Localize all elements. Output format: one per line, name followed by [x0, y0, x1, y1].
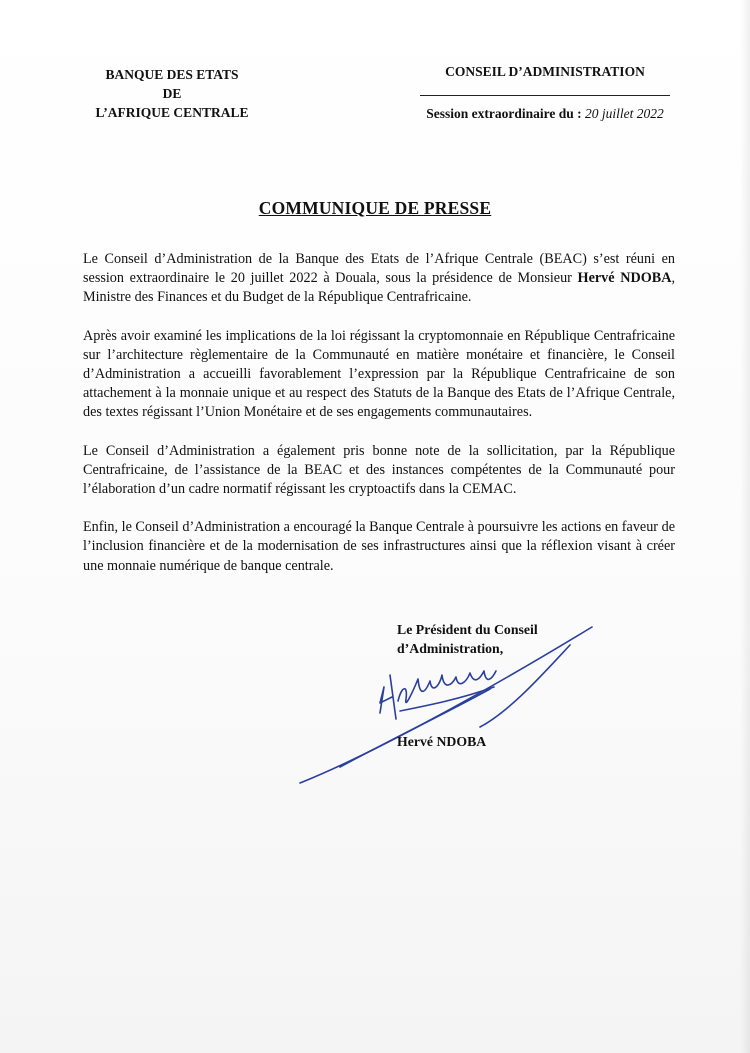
press-release-body — [83, 250, 675, 595]
signature-stroke-swash-long — [300, 627, 592, 783]
signature-stroke-underline — [400, 687, 494, 711]
paragraph-1 — [83, 250, 675, 308]
session-date: 20 juillet 2022 — [585, 106, 664, 121]
signatory-title-line-2: d’Administration, — [397, 641, 504, 656]
paragraph-2: Après avoir examiné les implications de la loi régissant la cryptomonnaie en République Centrafricaine sur l’architecture règlementaire de la Communauté en matière monétaire et financière, le Conseil d’Administration a accueilli favorablement l’expression par la République Centrafricaine de son attachement à la monnaie unique et au respect des Statuts de la Banque des Etats de l’Afrique Centrale, des textes régissant l’Union Monétaire et de ses engagements communautaires. — [83, 327, 675, 421]
bank-name-line-2: DE — [162, 86, 182, 101]
header-divider — [420, 95, 670, 96]
signature-stroke-swash-short — [340, 689, 490, 767]
signature-stroke-tail — [480, 645, 570, 727]
paragraph-1-text-a: Le Conseil d’Administration de la Banque des Etats de l’Afrique Centrale (BEAC) s’est réuni en session extraordinaire le 20 juillet 2022 à Douala, sous la présidence de Monsieur — [83, 251, 675, 287]
council-title: CONSEIL D’ADMINISTRATION — [445, 64, 645, 79]
council-header — [400, 62, 690, 123]
paragraph-1-text-b: , Ministre des Finances et du Budget de la République Centrafricaine. — [83, 270, 675, 306]
paragraph-3: Le Conseil d’Administration a également pris bonne note de la sollicitation, par la République Centrafricaine, de l’assistance de la BEAC et des instances compétentes de la Communauté pour l’élaboration d’un cadre normatif régissant les cryptoactifs dans la CEMAC. — [83, 442, 675, 498]
president-name-inline: Hervé NDOBA — [577, 270, 672, 287]
page-edge-shadow — [740, 0, 750, 1053]
session-line — [400, 104, 690, 123]
paragraph-4: Enfin, le Conseil d’Administration a encouragé la Banque Centrale à poursuivre les actions en faveur de l’inclusion financière et de la modernisation de ses infrastructures ainsi que la réflexion visant à créer une monnaie numérique de banque centrale. — [83, 519, 675, 574]
bank-name-header — [72, 65, 272, 122]
bank-name-line-1: BANQUE DES ETATS — [105, 67, 239, 82]
signature-stroke-initial — [380, 675, 396, 719]
session-label: Session extraordinaire du : — [426, 106, 582, 121]
signatory-name: Hervé NDOBA — [397, 734, 487, 749]
signatory-title-line-1: Le Président du Conseil — [397, 622, 538, 637]
bank-name-line-3: L’AFRIQUE CENTRALE — [95, 105, 249, 120]
handwritten-signature — [280, 615, 610, 795]
page-title: COMMUNIQUE DE PRESSE — [258, 198, 492, 218]
signature-stroke-loops — [398, 671, 496, 702]
